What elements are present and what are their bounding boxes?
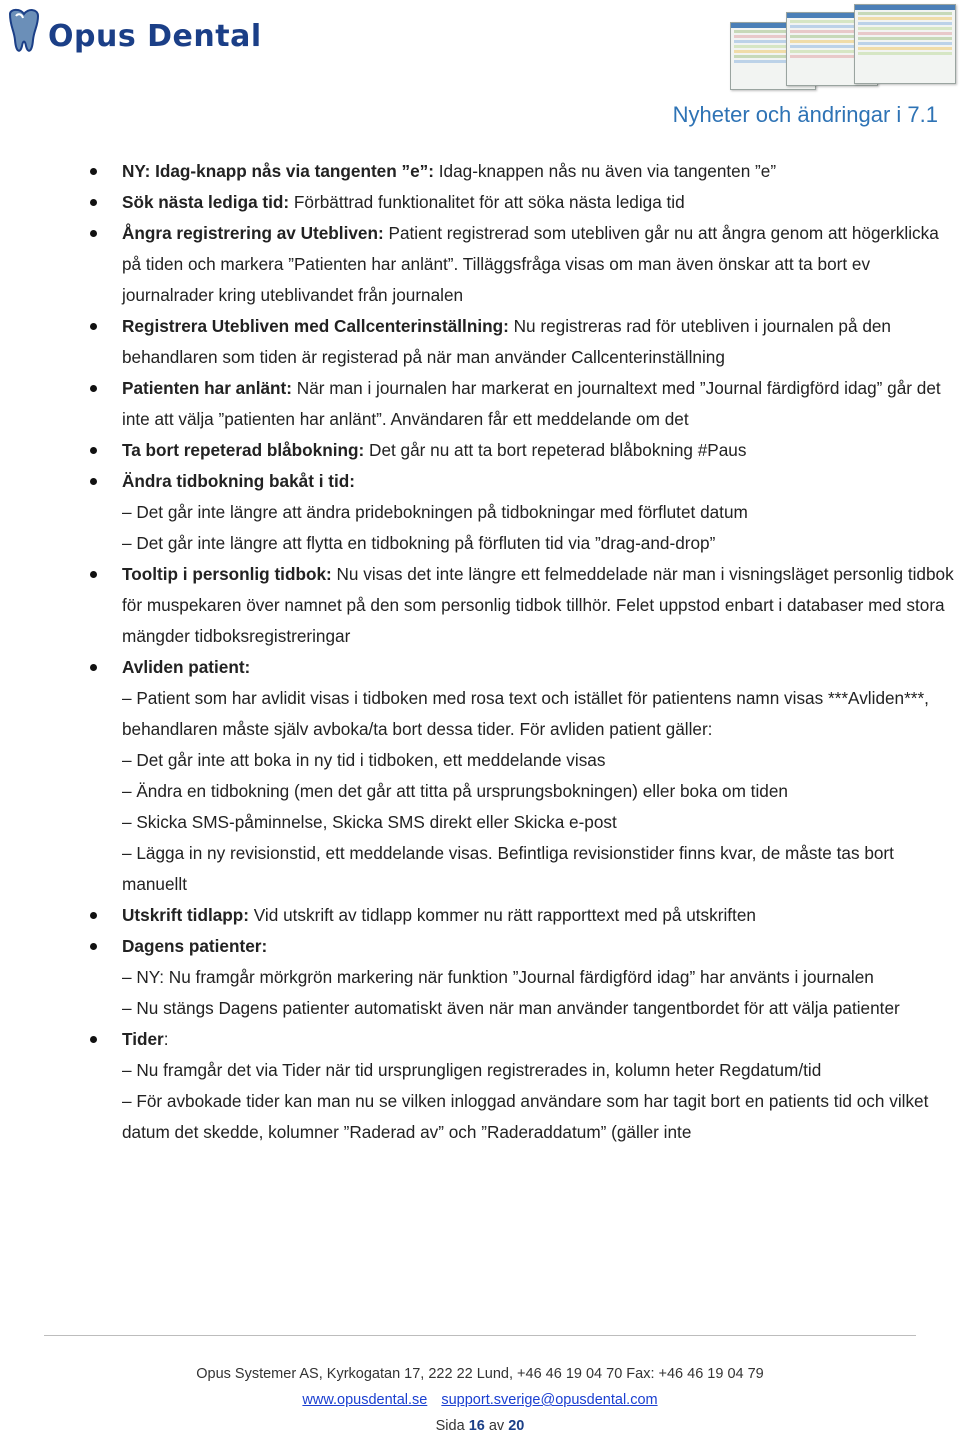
sub-item-text: – Det går inte längre att flytta en tidbokning på förfluten tid via ”drag-and-drop” (122, 533, 716, 553)
item-label: Dagens patienter: (122, 936, 268, 956)
list-item (84, 1024, 960, 1148)
item-text: Idag-knappen nås nu även via tangenten ”e” (433, 161, 777, 181)
item-text: Patient registrerad som utebliven går nu att ångra genom att högerklicka på tiden och markera ”Patienten har anlänt”. Tilläggsfråga visas om man även önskar att ta bort ev journalrader kring uteblivandet från journalen (122, 223, 939, 305)
page-prefix: Sida (435, 1418, 465, 1434)
list-item (84, 373, 960, 435)
item-text: När man i journalen har markerat en journaltext med ”Journal färdigförd idag” går det inte att välja ”patienten har anlänt”. Användaren får ett meddelande om det (122, 378, 941, 429)
logo-text: Opus Dental (48, 18, 262, 54)
sub-item-text: – Patient som har avlidit visas i tidboken med rosa text och istället för patientens namn visas ***Avliden***, behandlaren måste själv avboka/ta bort dessa tider. För avliden patient gäller: (122, 688, 929, 739)
list-item (84, 435, 960, 466)
news-list (84, 156, 960, 1148)
page-mid: av (488, 1418, 505, 1434)
footer-address: Opus Systemer AS, Kyrkogatan 17, 222 22 Lund, +46 46 19 04 70 Fax: +46 46 19 04 79 (196, 1366, 764, 1382)
item-text: Det går nu att ta bort repeterad blåbokning #Paus (364, 440, 747, 460)
sub-item-text: – Lägga in ny revisionstid, ett meddelande visas. Befintliga revisionstider finns kvar, de måste tas bort manuellt (122, 843, 894, 894)
website-link[interactable]: www.opusdental.se (302, 1392, 428, 1408)
sub-item-text: – Nu framgår det via Tider när tid ursprungligen registrerades in, kolumn heter Regdatum/tid (122, 1060, 822, 1080)
item-text: Förbättrad funktionalitet för att söka nästa lediga tid (289, 192, 685, 212)
item-label: Ångra registrering av Utebliven: (122, 223, 384, 243)
tooth-logo-icon (4, 8, 44, 58)
list-item (84, 187, 960, 218)
item-label: Utskrift tidlapp: (122, 905, 249, 925)
list-item (84, 466, 960, 559)
list-item (84, 559, 960, 652)
sub-item-text: – NY: Nu framgår mörkgrön markering när funktion ”Journal färdigförd idag” har använts i journalen (122, 967, 874, 987)
footer-links (0, 1392, 960, 1408)
sub-item-text: – Det går inte att boka in ny tid i tidboken, ett meddelande visas (122, 750, 606, 770)
item-label: Patienten har anlänt: (122, 378, 292, 398)
sub-item-text: – Skicka SMS-påminnelse, Skicka SMS direkt eller Skicka e-post (122, 812, 617, 832)
sub-item-text: – Nu stängs Dagens patienter automatiskt även när man använder tangentbordet för att välja patienter (122, 998, 900, 1018)
item-label: Tooltip i personlig tidbok: (122, 564, 332, 584)
page-total: 20 (508, 1418, 525, 1434)
item-label: NY: Idag-knapp nås via tangenten ”e”: (122, 161, 434, 181)
list-item (84, 900, 960, 931)
sub-item-text: – Ändra en tidbokning (men det går att titta på ursprungsbokningen) eller boka om tiden (122, 781, 788, 801)
list-item (84, 218, 960, 311)
list-item (84, 311, 960, 373)
item-label: Avliden patient: (122, 657, 251, 677)
item-label: Sök nästa lediga tid: (122, 192, 290, 212)
item-text: : (163, 1029, 169, 1049)
item-label: Registrera Utebliven med Callcenterinställning: (122, 316, 509, 336)
page-subtitle: Nyheter och ändringar i 7.1 (672, 102, 938, 127)
item-text: Nu registreras rad för utebliven i journalen på den behandlaren som tiden är registerad på när man använder Callcenterinställning (122, 316, 891, 367)
page-number: 16 (468, 1418, 485, 1434)
sub-item-text: – Det går inte längre att ändra pridebokningen på tidbokningar med förflutet datum (122, 502, 748, 522)
item-text: Nu visas det inte längre ett felmeddelade när man i visningsläget personlig tidbok för muspekaren över namnet på den som personlig tidbok tillhör. Felet uppstod enbart i databaser med stora mängder tidboksregistreringar (122, 564, 954, 646)
list-item (84, 652, 960, 900)
item-text: Vid utskrift av tidlapp kommer nu rätt rapporttext med på utskriften (249, 905, 756, 925)
item-label: Ändra tidbokning bakåt i tid: (122, 471, 355, 491)
opus-dental-logo (4, 8, 262, 58)
page-indicator (0, 1418, 960, 1434)
list-item (84, 931, 960, 1024)
email-link[interactable]: support.sverige@opusdental.com (441, 1392, 658, 1408)
page-header (0, 0, 960, 140)
list-item (84, 156, 960, 187)
item-label: Ta bort repeterad blåbokning: (122, 440, 365, 460)
footer-divider (44, 1335, 916, 1336)
item-label: Tider (122, 1029, 164, 1049)
sub-item-text: – För avbokade tider kan man nu se vilken inloggad användare som har tagit bort en patients tid och vilket datum det skedde, kolumner ”Raderad av” och ”Raderaddatum” (gäller inte (122, 1091, 929, 1142)
software-screenshots-image (730, 4, 956, 92)
